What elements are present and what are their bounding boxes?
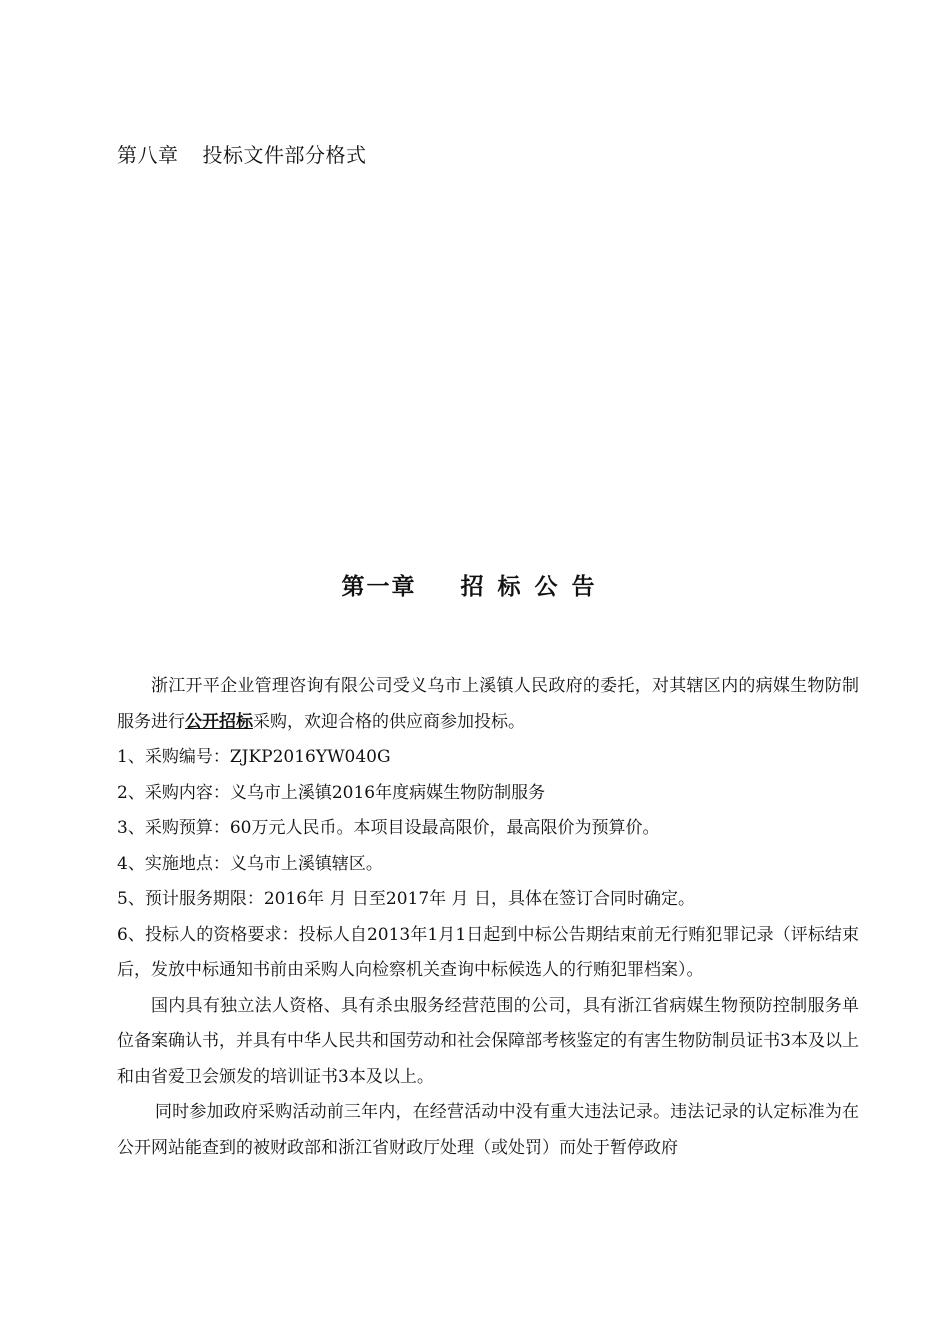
notice-body bbox=[117, 669, 859, 1166]
toc-entry bbox=[117, 139, 367, 168]
chapter-heading-name: 招标公告 bbox=[460, 573, 609, 600]
intro-text-before: 浙江开平企业管理咨询有限公司受义乌市上溪镇人民政府的委托，对其辖区内的病媒生物防制服务进行 bbox=[117, 676, 859, 732]
toc-chapter-title: 投标文件部分格式 bbox=[202, 143, 367, 167]
intro-paragraph bbox=[117, 669, 859, 740]
chapter-heading-number: 第一章 bbox=[341, 573, 417, 600]
record-paragraph: 同时参加政府采购活动前三年内，在经营活动中没有重大违法记录。违法记录的认定标准为在公开网站能查到的被财政部和浙江省财政厅处理（或处罚）而处于暂停政府 bbox=[117, 1102, 859, 1158]
item-service-period: 5、预计服务期限：2016年 月 日至2017年 月 日，具体在签订合同时确定。 bbox=[117, 889, 695, 909]
chapter-heading bbox=[0, 568, 950, 601]
intro-emphasis: 公开招标 bbox=[185, 711, 253, 732]
item-procurement-budget: 3、采购预算：60万元人民币。本项目设最高限价，最高限价为预算价。 bbox=[117, 818, 660, 838]
toc-chapter-number: 第八章 bbox=[117, 143, 179, 167]
item-bidder-requirements: 6、投标人的资格要求：投标人自2013年1月1日起到中标公告期结束前无行贿犯罪记录（评标结束后，发放中标通知书前由采购人向检察机关查询中标候选人的行贿犯罪档案）。 bbox=[117, 924, 859, 980]
item-procurement-number: 1、采购编号：ZJKP2016YW040G bbox=[117, 747, 391, 767]
item-procurement-content: 2、采购内容：义乌市上溪镇2016年度病媒生物防制服务 bbox=[117, 782, 546, 803]
item-location: 4、实施地点：义乌市上溪镇辖区。 bbox=[117, 853, 383, 874]
intro-text-after: 采购，欢迎合格的供应商参加投标。 bbox=[253, 711, 525, 732]
qualification-paragraph: 国内具有独立法人资格、具有杀虫服务经营范围的公司，具有浙江省病媒生物预防控制服务单位备案确认书，并具有中华人民共和国劳动和社会保障部考核鉴定的有害生物防制员证书3本及以上和由省爱卫会颁发的培训证书3本及以上。 bbox=[117, 995, 859, 1087]
